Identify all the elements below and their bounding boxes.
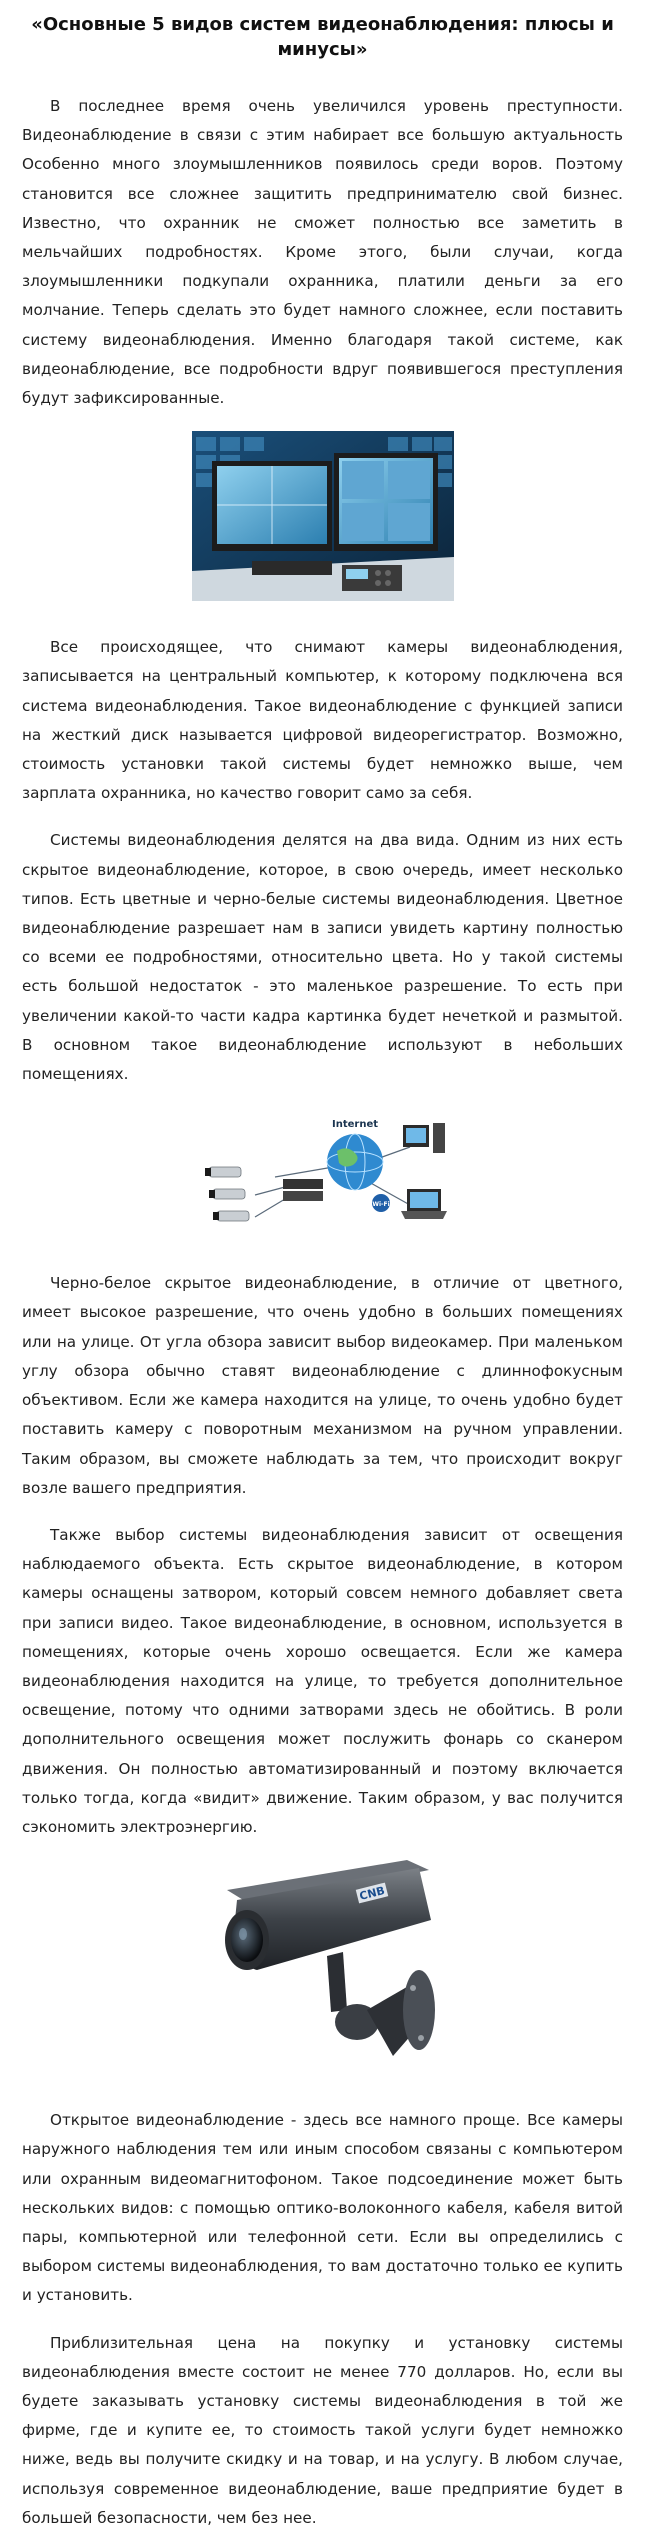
network-diagram-image xyxy=(195,1107,451,1237)
article-title: «Основные 5 видов систем видеонаблюдения: плюсы и минусы» xyxy=(31,14,614,60)
dvr-icon xyxy=(283,1179,323,1201)
paragraph-recording: Все происходящее, что снимают камеры видеонаблюдения, записывается на центральный компьютер, к которому подключена вся система видеонаблюдения. Такое видеонаблюдение с функцией записи на жесткий диск называется цифровой видеорегистратор. Возможно, стоимость установки такой системы будет немножко выше, чем зарплата охранника, но качество говорит само за себя. xyxy=(22,638,623,803)
paragraph-lighting: Также выбор системы видеонаблюдения зависит от освещения наблюдаемого объекта. Есть скрытое видеонаблюдение, в котором камеры оснащены затвором, который совсем немного добавляет света при записи видео. Такое видеонаблюдение, в основном, используется в помещениях, которые очень хорошо освещается. Если же камера видеонаблюдения находится на улице, то требуется дополнительное освещение, потому что одними затворами здесь не обойтись. В роли дополнительного освещения может послужить фонарь со сканером движения. Он полностью автоматизированный и поэтому включается только тогда, когда «видит» движение. Таким образом, у вас получится сэкономить электроэнергию. xyxy=(22,1525,623,1836)
computer-icon xyxy=(403,1123,445,1153)
paragraph-hidden-types: Системы видеонаблюдения делятся на два вида. Одним из них есть скрытое видеонаблюдение, которое, в свою очередь, имеет несколько типов. Есть цветные и черно-белые системы видеонаблюдения. Цветное видеонаблюдение разрешает нам в записи увидеть картину полностью со всеми ее подробностями, относительно цвета. Но у такой системы есть большой недостаток - это маленькое разрешение. То есть при увеличении какой-то части кадра картинка будет нечеткой и размытой. В основном такое видеонаблюдение используют в небольших помещениях. xyxy=(22,831,623,1084)
paragraph-intro: В последнее время очень увеличился уровень преступности. Видеонаблюдение в связи с этим набирает все большую актуальность Особенно много злоумышленников появилось среди воров. Поэтому становится все сложнее защитить предпринимателю свой бизнес. Известно, что охранник не сможет полностью все заметить в мельчайших подробностях. Кроме этого, были случаи, когда злоумышленники подкупали охранника, платили деньги за его молчание. Теперь сделать это будет намного сложнее, если поставить систему видеонаблюдения. Именно благодаря такой системе, как видеонаблюдение, все подробности вдруг появившегося преступления будут зафиксированные. xyxy=(22,97,623,408)
camera-brand-label: CNB xyxy=(357,1884,386,1904)
globe-icon xyxy=(327,1134,383,1190)
paragraph-black-white: Черно-белое скрытое видеонаблюдение, в отличие от цветного, имеет высокое разрешение, что очень удобно в больших помещениях или на улице. От угла обзора зависит выбор видеокамер. При маленьком углу обзора обычно ставят видеонаблюдение с длиннофокусным объективом. Если же камера находится на улице, то очень удобно будет поставить камеру с поворотным механизмом на ручном управлении. Таким образом, вы сможете наблюдать за тем, что происходит вокруг возле вашего предприятия. xyxy=(22,1274,623,1497)
wifi-icon xyxy=(372,1194,390,1212)
paragraph-open-surveillance: Открытое видеонаблюдение - здесь все намного проще. Все камеры наружного наблюдения тем или иным способом связаны с компьютером или охранным видеомагнитофоном. Такое подсоединение может быть нескольких видов: с помощью оптико-волоконного кабеля, кабеля витой пары, компьютерной или телефонной сети. Если вы определились с выбором системы видеонаблюдения, то вам достаточно только ее купить и установить. xyxy=(22,2111,623,2305)
paragraph-price: Приблизительная цена на покупку и установку системы видеонаблюдения вместе состоит не менее 770 долларов. Но, если вы будете заказывать установку системы видеонаблюдения в той же фирме, где и купите ее, то стоимость такой услуги будет немножко ниже, ведь вы получите скидку и на товар, и на услугу. В любом случае, используя современное видеонаблюдение, ваше предприятие будет в большей безопасности, чем без нее. xyxy=(22,2333,623,2527)
network-label: Internet xyxy=(331,1119,378,1131)
laptop-icon xyxy=(401,1189,447,1219)
surveillance-monitors-image xyxy=(192,431,454,601)
cctv-camera-image xyxy=(207,1860,439,2082)
svg-text:Wi-Fi: Wi-Fi xyxy=(371,1201,390,1209)
